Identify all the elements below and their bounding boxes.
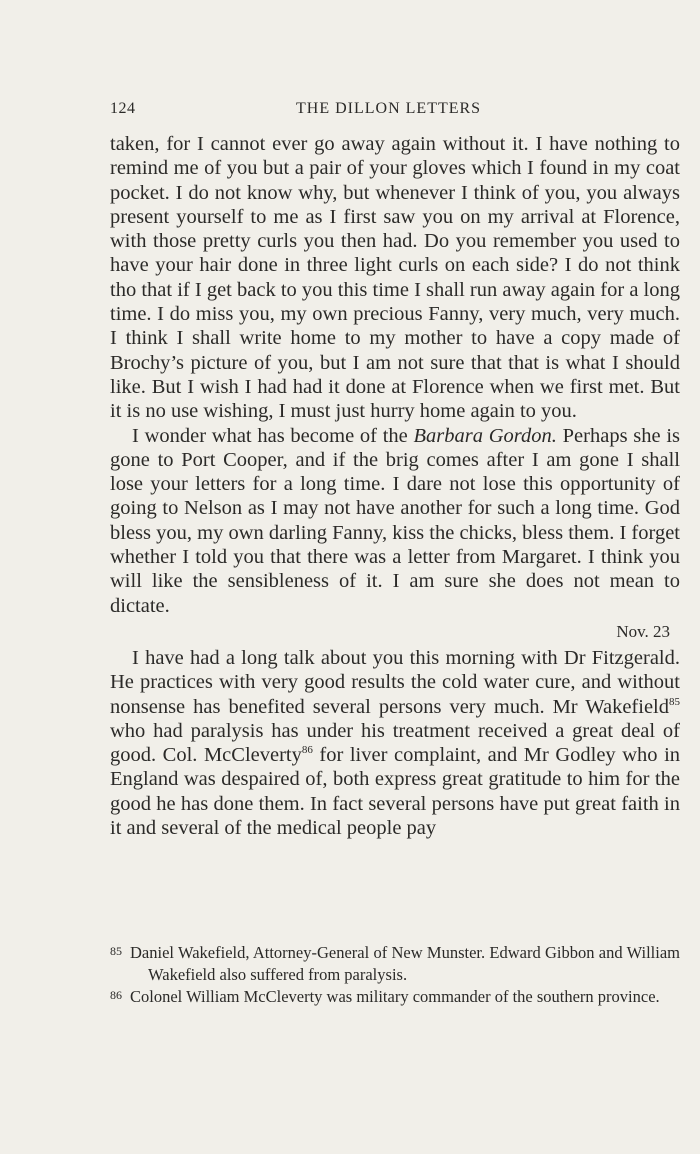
paragraph-text: I wonder what has become of the <box>132 424 408 447</box>
paragraph <box>110 646 680 840</box>
page-header <box>110 100 680 122</box>
paragraph-text: I have had a long talk about you this morning with Dr Fitzgerald. He practices with very good results the cold water cure, and without nonsense has benefited several persons very much. Mr Wakefield <box>110 646 680 718</box>
letter-body <box>110 132 680 840</box>
page-number: 124 <box>110 100 136 117</box>
dateline: Nov. 23 <box>616 621 670 641</box>
footnote-reference: 86 <box>301 744 313 757</box>
footnote-marker: 86 <box>110 988 122 1002</box>
footnote-reference: 85 <box>669 695 680 708</box>
paragraph-text: Perhaps she is gone to Port Cooper, and if the brig comes after I am gone I shall lose your letters for a long time. I dare not lose this opportunity of going to Nelson as I may not have another for such a long time. God bless you, my own darling Fanny, kiss the chicks, bless them. I forget whether I told you that there was a letter from Margaret. I think you will like the sensibleness of it. I am sure she does not mean to dictate. <box>110 424 681 617</box>
footnote <box>110 941 680 985</box>
running-title: THE DILLON LETTERS <box>296 100 482 117</box>
footnotes <box>110 941 680 1008</box>
footnote-marker: 85 <box>110 944 122 958</box>
footnote-text: Daniel Wakefield, Attorney-General of New Munster. Edward Gibbon and William Wakefield also suffered from paralysis. <box>130 943 680 984</box>
paragraph-text: for liver complaint, and Mr Godley who in England was despaired of, both express great gratitude to him for the good he has done them. In fact several persons have put great faith in it and several of the medical people pay <box>110 744 681 840</box>
footnote <box>110 985 680 1008</box>
paragraph <box>110 424 680 618</box>
footnote-text: Colonel William McCleverty was military commander of the southern province. <box>130 987 660 1006</box>
paragraph: taken, for I cannot ever go away again without it. I have nothing to remind me of you but a pair of your gloves which I found in my coat pocket. I do not know why, but whenever I think of you, you always present yourself to me as I first saw you on my arrival at Florence, with those pretty curls you then had. Do you remember you used to have your hair done in three light curls on each side? I do not think tho that if I get back to you this time I shall run away again for a long time. I do miss you, my own precious Fanny, very much, very much. I think I shall write home to my mother to have a copy made of Brochy’s picture of you, but I am not sure that that is what I should like. But I wish I had had it done at Florence when we first met. But it is no use wishing, I must just hurry home again to you. <box>110 133 680 423</box>
ship-name: Barbara Gordon. <box>413 424 557 447</box>
paragraph-text: who had paralysis has under his treatment received a great deal of good. Col. McCleverty <box>110 719 680 767</box>
